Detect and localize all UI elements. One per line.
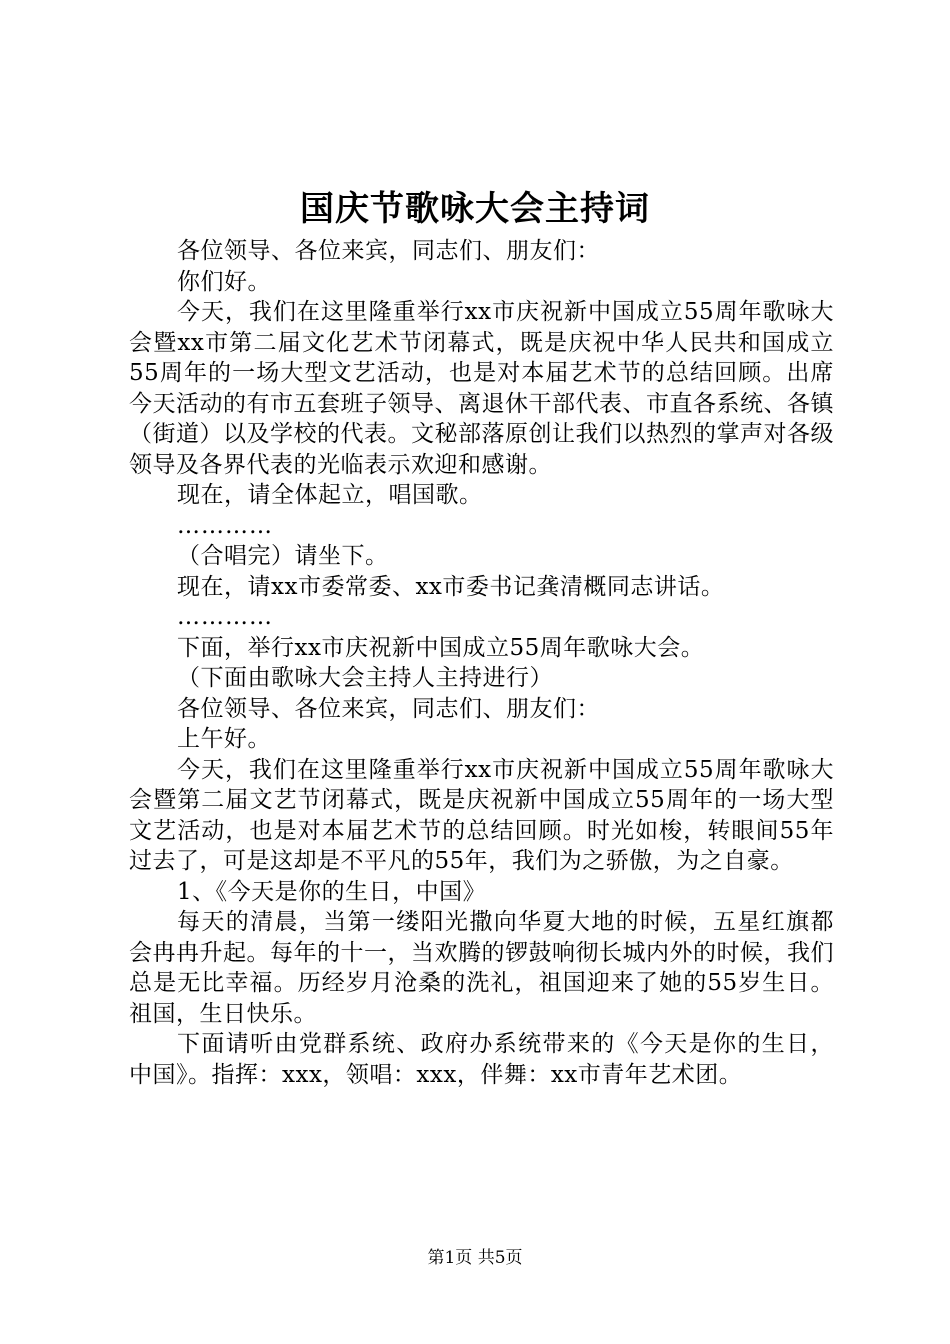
paragraph-ellipsis: ………… bbox=[177, 512, 273, 539]
paragraph-performers: 下面请听由党群系统、政府办系统带来的《今天是你的生日，中国》。指挥：xxx，领唱：xxx，伴舞：xx市青年艺术团。 bbox=[129, 1031, 834, 1088]
page-footer: 第1页 共5页 bbox=[427, 1248, 523, 1268]
document-title: 国庆节歌咏大会主持词 bbox=[300, 189, 650, 229]
paragraph-ellipsis: ………… bbox=[177, 604, 273, 630]
paragraph-anthem: 现在，请全体起立，唱国歌。 bbox=[177, 482, 483, 508]
paragraph-song-intro: 每天的清晨，当第一缕阳光撒向华夏大地的时候，五星红旗都会冉冉升起。每年的十一，当欢腾的锣鼓响彻长城内外的时候，我们总是无比幸福。历经岁月沧桑的洗礼，祖国迎来了她的55岁生日。祖国，生日快乐。 bbox=[129, 909, 834, 1027]
paragraph-morning: 上午好。 bbox=[177, 726, 271, 752]
paragraph-concert-start: 下面，举行xx市庆祝新中国成立55周年歌咏大会。 bbox=[177, 634, 705, 661]
paragraph-greeting-2: 各位领导、各位来宾，同志们、朋友们： bbox=[177, 695, 600, 722]
document-body bbox=[129, 236, 834, 1090]
paragraph-opening: 今天，我们在这里隆重举行xx市庆祝新中国成立55周年歌咏大会暨xx市第二届文化艺术节闭幕式，既是庆祝中华人民共和国成立55周年的一场大型文艺活动，也是对本届艺术节的总结回顾。出席今天活动的有市五套班子领导、离退休干部代表、市直各系统、各镇（街道）以及学校的代表。文秘部落原创让我们以热烈的掌声对各级领导及各界代表的光临表示欢迎和感谢。 bbox=[129, 299, 834, 478]
paragraph-speech: 现在，请xx市委常委、xx市委书记龚清概同志讲话。 bbox=[177, 573, 725, 600]
paragraph-song-title: 1、《今天是你的生日，中国》 bbox=[177, 878, 487, 905]
paragraph-greeting: 各位领导、各位来宾，同志们、朋友们： bbox=[177, 238, 600, 264]
paragraph-intro: 今天，我们在这里隆重举行xx市庆祝新中国成立55周年歌咏大会暨第二届文艺节闭幕式，既是庆祝新中国成立55周年的一场大型文艺活动，也是对本届艺术节的总结回顾。时光如梭，转眼间55年过去了，可是这却是不平凡的55年，我们为之骄傲，为之自豪。 bbox=[129, 756, 834, 874]
paragraph-hello: 你们好。 bbox=[177, 268, 271, 295]
paragraph-host-note: （下面由歌咏大会主持人主持进行） bbox=[177, 665, 553, 691]
paragraph-sit-down: （合唱完）请坐下。 bbox=[177, 543, 389, 569]
